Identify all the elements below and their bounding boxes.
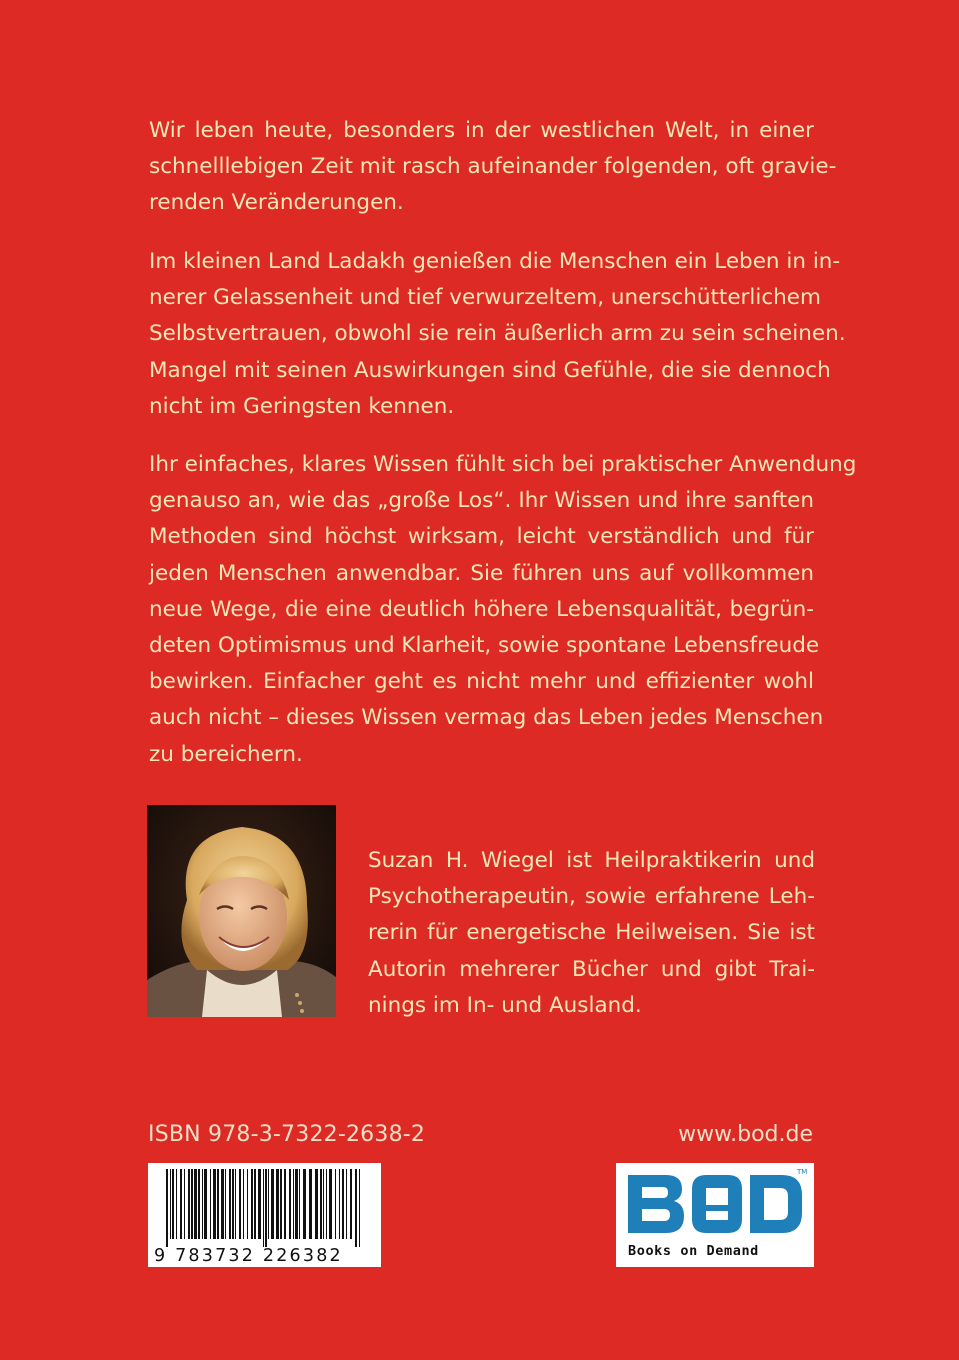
blurb-line: jeden Menschen anwendbar. Sie führen uns auf vollkommen: [149, 560, 814, 586]
barcode: [148, 1163, 381, 1267]
blurb-line: zu bereichern.: [149, 741, 303, 767]
blurb-line: Mangel mit seinen Auswirkungen sind Gefühle, die sie dennoch: [149, 357, 831, 383]
bio-line: rerin für energetische Heilweisen. Sie ist: [368, 920, 815, 946]
blurb-line: auch nicht – dieses Wissen vermag das Leben jedes Menschen: [149, 705, 824, 731]
publisher-url: www.bod.de: [678, 1122, 813, 1147]
bod-tagline: Books on Demand: [628, 1243, 759, 1259]
barcode-digits: 9 783732 226382: [154, 1246, 343, 1266]
blurb-line: nicht im Geringsten kennen.: [149, 393, 455, 419]
isbn-label: ISBN 978-3-7322-2638-2: [148, 1122, 426, 1147]
blurb-line: neue Wege, die eine deutlich höhere Lebensqualität, begrün-: [149, 596, 814, 622]
bod-logo: [616, 1163, 814, 1267]
blurb-line: renden Veränderungen.: [149, 190, 404, 216]
blurb-line: Im kleinen Land Ladakh genießen die Menschen ein Leben in in-: [149, 249, 841, 274]
blurb-paragraph-1: [149, 113, 837, 222]
blurb-line: Selbstvertrauen, obwohl sie rein äußerlich arm zu sein scheinen.: [149, 321, 846, 347]
blurb-line: bewirken. Einfacher geht es nicht mehr und effizienter wohl: [149, 669, 814, 695]
author-photo: [147, 805, 336, 1017]
blurb-paragraph-3: [149, 447, 857, 773]
blurb-line: deten Optimismus und Klarheit, sowie spontane Lebensfreude: [149, 633, 820, 659]
blurb-paragraph-2: [149, 244, 846, 425]
author-bio: [368, 843, 815, 1024]
blurb-line: Wir leben heute, besonders in der westlichen Welt, in einer: [149, 118, 814, 143]
blurb-line: schnelllebigen Zeit mit rasch aufeinander folgenden, oft gravie-: [149, 154, 837, 180]
bio-line: Psychotherapeutin, sowie erfahrene Leh-: [368, 884, 815, 910]
blurb-line: Methoden sind höchst wirksam, leicht verständlich und für: [149, 524, 814, 550]
blurb-line: nerer Gelassenheit und tief verwurzeltem, unerschütterlichem: [149, 285, 821, 311]
blurb-line: genauso an, wie das „große Los“. Ihr Wissen und ihre sanften: [149, 488, 814, 514]
blurb-line: Ihr einfaches, klares Wissen fühlt sich bei praktischer Anwendung: [149, 452, 857, 477]
bio-line: nings im In- und Ausland.: [368, 992, 642, 1018]
bio-line: Suzan H. Wiegel ist Heilpraktikerin und: [368, 848, 815, 873]
bio-line: Autorin mehrerer Bücher und gibt Trai-: [368, 956, 815, 982]
trademark-sign: TM: [797, 1168, 808, 1176]
